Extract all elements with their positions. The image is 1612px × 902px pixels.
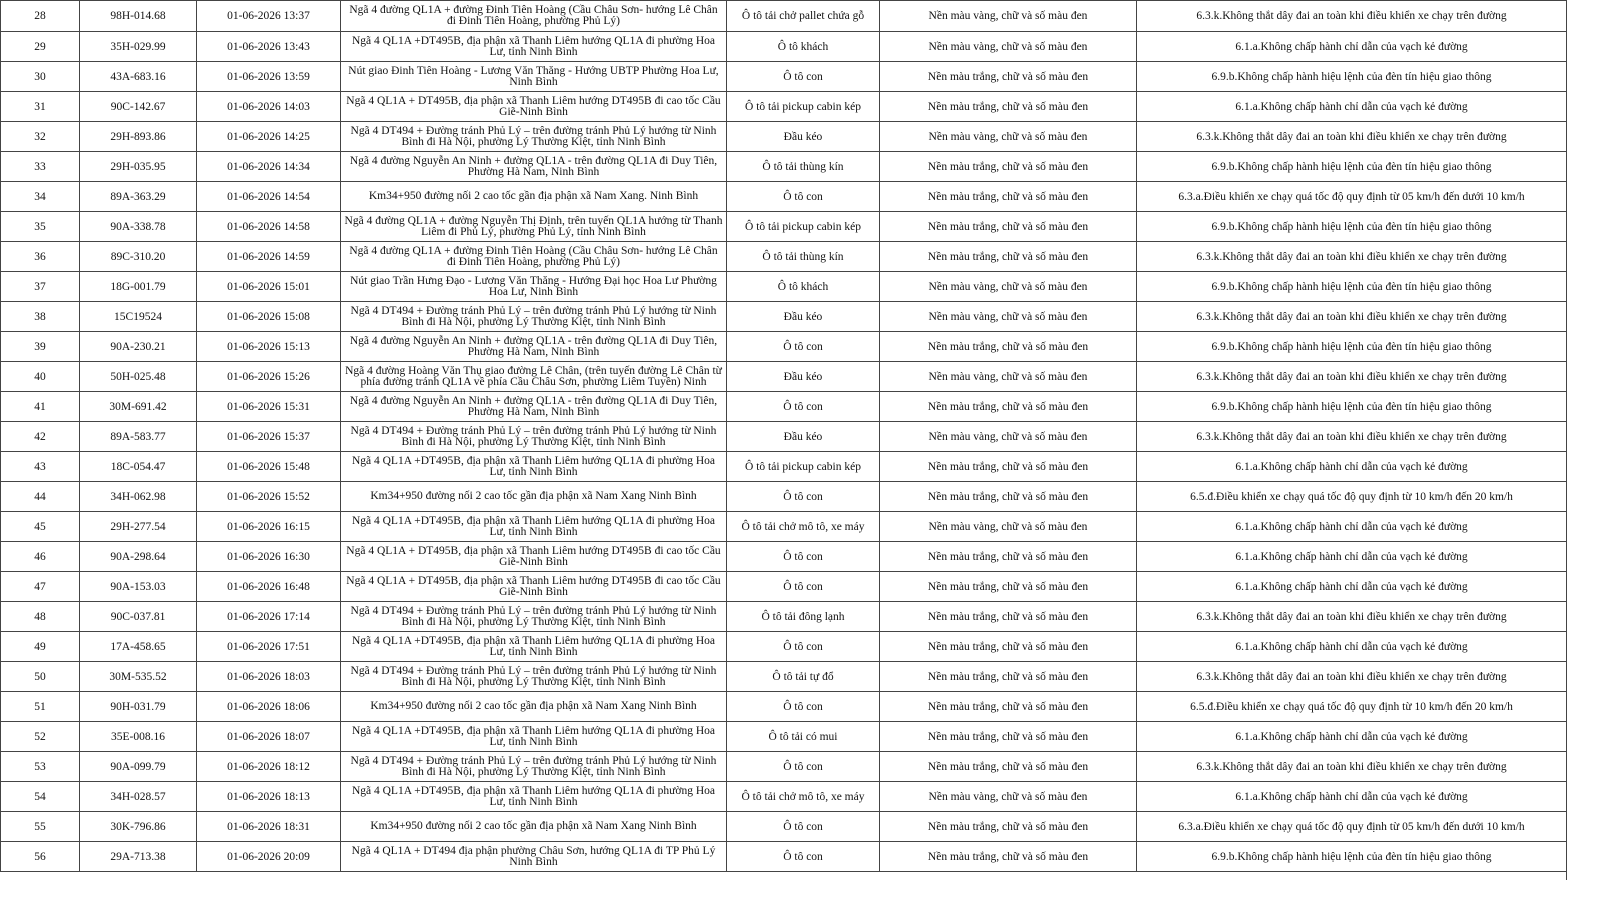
location-cell: Km34+950 đường nối 2 cao tốc gần địa phận xã Nam Xang. Ninh Bình <box>341 182 727 212</box>
vehicle-type-cell: Ô tô tải chở mô tô, xe máy <box>727 512 880 542</box>
violation-time-cell: 01-06-2026 18:31 <box>197 812 341 842</box>
row-number-cell: 51 <box>1 692 80 722</box>
row-number-cell: 29 <box>1 32 80 62</box>
violation-cell: 6.1.a.Không chấp hành chỉ dẫn của vạch kẻ đường <box>1137 512 1567 542</box>
location-cell: Ngã 4 đường Nguyễn An Ninh + đường QL1A - trên đường QL1A đi Duy Tiên, Phường Hà Nam, Ninh Bình <box>341 332 727 362</box>
license-plate-cell: 17A-458.65 <box>80 632 197 662</box>
table-row <box>1 632 1567 662</box>
violation-cell: 6.5.đ.Điều khiển xe chạy quá tốc độ quy định từ 10 km/h đến 20 km/h <box>1137 692 1567 722</box>
vehicle-type-cell: Ô tô tải chở mô tô, xe máy <box>727 782 880 812</box>
plate-color-cell: Nền màu vàng, chữ và số màu đen <box>880 272 1137 302</box>
violation-cell: 6.3.k.Không thắt dây đai an toàn khi điều khiển xe chạy trên đường <box>1137 302 1567 332</box>
location-cell: Ngã 4 đường QL1A + đường Nguyễn Thị Định, trên tuyến QL1A hướng từ Thanh Liêm đi Phủ Lý, phường Phủ Lý, tỉnh Ninh Bình <box>341 212 727 242</box>
table-row <box>1 92 1567 122</box>
location-cell: Ngã 4 DT494 + Đường tránh Phủ Lý – trên đường tránh Phủ Lý hướng từ Ninh Bình đi Hà Nội, phường Lý Thường Kiệt, tỉnh Ninh Bình <box>341 302 727 332</box>
location-cell: Ngã 4 QL1A +DT495B, địa phận xã Thanh Liêm hướng QL1A đi phường Hoa Lư, tỉnh Ninh Bình <box>341 632 727 662</box>
violation-cell: 6.1.a.Không chấp hành chỉ dẫn của vạch kẻ đường <box>1137 452 1567 482</box>
row-number-cell: 53 <box>1 752 80 782</box>
vehicle-type-cell: Ô tô tải chở pallet chứa gỗ <box>727 1 880 32</box>
vehicle-type-cell: Ô tô tải thùng kín <box>727 242 880 272</box>
violation-cell: 6.9.b.Không chấp hành hiệu lệnh của đèn tín hiệu giao thông <box>1137 62 1567 92</box>
location-cell: Ngã 4 QL1A +DT495B, địa phận xã Thanh Liêm hướng QL1A đi phường Hoa Lư, tỉnh Ninh Bình <box>341 512 727 542</box>
vehicle-type-cell: Ô tô tải pickup cabin kép <box>727 92 880 122</box>
plate-color-cell: Nền màu trắng, chữ và số màu đen <box>880 242 1137 272</box>
table-row <box>1 1 1567 32</box>
location-cell: Ngã 4 DT494 + Đường tránh Phủ Lý – trên đường tránh Phủ Lý hướng từ Ninh Bình đi Hà Nội, phường Lý Thường Kiệt, tỉnh Ninh Bình <box>341 662 727 692</box>
table-row <box>1 842 1567 872</box>
violation-cell: 6.3.k.Không thắt dây đai an toàn khi điều khiển xe chạy trên đường <box>1137 122 1567 152</box>
vehicle-type-cell: Ô tô khách <box>727 272 880 302</box>
row-number-cell: 40 <box>1 362 80 392</box>
violation-time-cell: 01-06-2026 14:58 <box>197 212 341 242</box>
violation-cell: 6.3.k.Không thắt dây đai an toàn khi điều khiển xe chạy trên đường <box>1137 362 1567 392</box>
plate-color-cell: Nền màu trắng, chữ và số màu đen <box>880 152 1137 182</box>
violation-time-cell: 01-06-2026 15:26 <box>197 362 341 392</box>
table-row <box>1 212 1567 242</box>
location-cell: Ngã 4 đường QL1A + đường Đinh Tiên Hoàng (Cầu Châu Sơn- hướng Lê Chân đi Đinh Tiên Hoàng, phường Phủ Lý) <box>341 1 727 32</box>
location-cell: Km34+950 đường nối 2 cao tốc gần địa phận xã Nam Xang Ninh Bình <box>341 812 727 842</box>
violation-time-cell: 01-06-2026 18:07 <box>197 722 341 752</box>
violation-time-cell: 01-06-2026 15:52 <box>197 482 341 512</box>
table-row <box>1 692 1567 722</box>
table-row <box>1 542 1567 572</box>
license-plate-cell: 43A-683.16 <box>80 62 197 92</box>
table-right-border <box>1566 0 1567 880</box>
location-cell: Nút giao Đinh Tiên Hoàng - Lương Văn Thăng - Hướng UBTP Phường Hoa Lư, Ninh Bình <box>341 62 727 92</box>
table-row <box>1 512 1567 542</box>
row-number-cell: 48 <box>1 602 80 632</box>
violation-time-cell: 01-06-2026 14:03 <box>197 92 341 122</box>
license-plate-cell: 90A-230.21 <box>80 332 197 362</box>
row-number-cell: 46 <box>1 542 80 572</box>
location-cell: Ngã 4 đường Nguyễn An Ninh + đường QL1A - trên đường QL1A đi Duy Tiên, Phường Hà Nam, Ninh Bình <box>341 392 727 422</box>
license-plate-cell: 18G-001.79 <box>80 272 197 302</box>
violation-time-cell: 01-06-2026 14:54 <box>197 182 341 212</box>
violation-cell: 6.1.a.Không chấp hành chỉ dẫn của vạch kẻ đường <box>1137 32 1567 62</box>
row-number-cell: 49 <box>1 632 80 662</box>
violation-cell: 6.9.b.Không chấp hành hiệu lệnh của đèn tín hiệu giao thông <box>1137 152 1567 182</box>
plate-color-cell: Nền màu trắng, chữ và số màu đen <box>880 92 1137 122</box>
table-row <box>1 122 1567 152</box>
license-plate-cell: 30M-535.52 <box>80 662 197 692</box>
license-plate-cell: 90C-037.81 <box>80 602 197 632</box>
row-number-cell: 38 <box>1 302 80 332</box>
location-cell: Ngã 4 QL1A + DT495B, địa phận xã Thanh Liêm hướng DT495B đi cao tốc Cầu Giẽ-Ninh Bình <box>341 542 727 572</box>
violation-cell: 6.3.k.Không thắt dây đai an toàn khi điều khiển xe chạy trên đường <box>1137 422 1567 452</box>
plate-color-cell: Nền màu vàng, chữ và số màu đen <box>880 422 1137 452</box>
license-plate-cell: 18C-054.47 <box>80 452 197 482</box>
license-plate-cell: 90H-031.79 <box>80 692 197 722</box>
violation-cell: 6.9.b.Không chấp hành hiệu lệnh của đèn tín hiệu giao thông <box>1137 272 1567 302</box>
table-row <box>1 62 1567 92</box>
violation-time-cell: 01-06-2026 15:31 <box>197 392 341 422</box>
plate-color-cell: Nền màu vàng, chữ và số màu đen <box>880 302 1137 332</box>
violation-time-cell: 01-06-2026 18:06 <box>197 692 341 722</box>
table-row <box>1 662 1567 692</box>
location-cell: Km34+950 đường nối 2 cao tốc gần địa phận xã Nam Xang Ninh Bình <box>341 692 727 722</box>
vehicle-type-cell: Ô tô tải có mui <box>727 722 880 752</box>
violation-cell: 6.3.k.Không thắt dây đai an toàn khi điều khiển xe chạy trên đường <box>1137 662 1567 692</box>
plate-color-cell: Nền màu trắng, chữ và số màu đen <box>880 482 1137 512</box>
violation-cell: 6.9.b.Không chấp hành hiệu lệnh của đèn tín hiệu giao thông <box>1137 392 1567 422</box>
location-cell: Ngã 4 QL1A +DT495B, địa phận xã Thanh Liêm hướng QL1A đi phường Hoa Lư, tỉnh Ninh Bình <box>341 452 727 482</box>
violation-time-cell: 01-06-2026 13:59 <box>197 62 341 92</box>
plate-color-cell: Nền màu vàng, chữ và số màu đen <box>880 512 1137 542</box>
violation-time-cell: 01-06-2026 18:13 <box>197 782 341 812</box>
row-number-cell: 28 <box>1 1 80 32</box>
license-plate-cell: 89A-583.77 <box>80 422 197 452</box>
license-plate-cell: 89A-363.29 <box>80 182 197 212</box>
license-plate-cell: 30K-796.86 <box>80 812 197 842</box>
table-row <box>1 572 1567 602</box>
plate-color-cell: Nền màu trắng, chữ và số màu đen <box>880 542 1137 572</box>
row-number-cell: 39 <box>1 332 80 362</box>
violation-time-cell: 01-06-2026 15:01 <box>197 272 341 302</box>
plate-color-cell: Nền màu trắng, chữ và số màu đen <box>880 722 1137 752</box>
license-plate-cell: 35H-029.99 <box>80 32 197 62</box>
violation-time-cell: 01-06-2026 15:37 <box>197 422 341 452</box>
location-cell: Km34+950 đường nối 2 cao tốc gần địa phận xã Nam Xang Ninh Bình <box>341 482 727 512</box>
location-cell: Ngã 4 DT494 + Đường tránh Phủ Lý – trên đường tránh Phủ Lý hướng từ Ninh Bình đi Hà Nội, phường Lý Thường Kiệt, tỉnh Ninh Bình <box>341 752 727 782</box>
vehicle-type-cell: Ô tô con <box>727 812 880 842</box>
table-row <box>1 242 1567 272</box>
license-plate-cell: 90A-153.03 <box>80 572 197 602</box>
location-cell: Ngã 4 DT494 + Đường tránh Phủ Lý – trên đường tránh Phủ Lý hướng từ Ninh Bình đi Hà Nội, phường Lý Thường Kiệt, tỉnh Ninh Bình <box>341 602 727 632</box>
location-cell: Ngã 4 QL1A +DT495B, địa phận xã Thanh Liêm hướng QL1A đi phường Hoa Lư, tỉnh Ninh Bình <box>341 782 727 812</box>
row-number-cell: 36 <box>1 242 80 272</box>
violation-cell: 6.5.đ.Điều khiển xe chạy quá tốc độ quy định từ 10 km/h đến 20 km/h <box>1137 482 1567 512</box>
vehicle-type-cell: Ô tô con <box>727 182 880 212</box>
license-plate-cell: 90A-338.78 <box>80 212 197 242</box>
table-row <box>1 452 1567 482</box>
table-row <box>1 422 1567 452</box>
violation-time-cell: 01-06-2026 14:34 <box>197 152 341 182</box>
violation-cell: 6.1.a.Không chấp hành chỉ dẫn của vạch kẻ đường <box>1137 92 1567 122</box>
vehicle-type-cell: Ô tô con <box>727 332 880 362</box>
violation-time-cell: 01-06-2026 16:48 <box>197 572 341 602</box>
row-number-cell: 45 <box>1 512 80 542</box>
row-number-cell: 54 <box>1 782 80 812</box>
license-plate-cell: 35E-008.16 <box>80 722 197 752</box>
license-plate-cell: 90A-298.64 <box>80 542 197 572</box>
license-plate-cell: 15C19524 <box>80 302 197 332</box>
row-number-cell: 41 <box>1 392 80 422</box>
plate-color-cell: Nền màu trắng, chữ và số màu đen <box>880 842 1137 872</box>
license-plate-cell: 34H-062.98 <box>80 482 197 512</box>
vehicle-type-cell: Ô tô tải pickup cabin kép <box>727 212 880 242</box>
violation-cell: 6.9.b.Không chấp hành hiệu lệnh của đèn tín hiệu giao thông <box>1137 212 1567 242</box>
table-row <box>1 182 1567 212</box>
location-cell: Ngã 4 DT494 + Đường tránh Phủ Lý – trên đường tránh Phủ Lý hướng từ Ninh Bình đi Hà Nội, phường Lý Thường Kiệt, tỉnh Ninh Bình <box>341 422 727 452</box>
plate-color-cell: Nền màu trắng, chữ và số màu đen <box>880 452 1137 482</box>
violation-cell: 6.3.k.Không thắt dây đai an toàn khi điều khiển xe chạy trên đường <box>1137 242 1567 272</box>
row-number-cell: 47 <box>1 572 80 602</box>
violation-time-cell: 01-06-2026 13:43 <box>197 32 341 62</box>
table-row <box>1 722 1567 752</box>
row-number-cell: 35 <box>1 212 80 242</box>
vehicle-type-cell: Ô tô con <box>727 692 880 722</box>
violation-cell: 6.1.a.Không chấp hành chỉ dẫn của vạch kẻ đường <box>1137 572 1567 602</box>
row-number-cell: 55 <box>1 812 80 842</box>
vehicle-type-cell: Ô tô tải tự đổ <box>727 662 880 692</box>
vehicle-type-cell: Đầu kéo <box>727 122 880 152</box>
location-cell: Ngã 4 QL1A + DT494 địa phận phường Châu Sơn, hướng QL1A đi TP Phủ Lý Ninh Bình <box>341 842 727 872</box>
license-plate-cell: 50H-025.48 <box>80 362 197 392</box>
violation-cell: 6.1.a.Không chấp hành chỉ dẫn của vạch kẻ đường <box>1137 542 1567 572</box>
row-number-cell: 52 <box>1 722 80 752</box>
violation-cell: 6.3.a.Điều khiển xe chạy quá tốc độ quy định từ 05 km/h đến dưới 10 km/h <box>1137 182 1567 212</box>
violation-time-cell: 01-06-2026 17:51 <box>197 632 341 662</box>
plate-color-cell: Nền màu vàng, chữ và số màu đen <box>880 122 1137 152</box>
license-plate-cell: 89C-310.20 <box>80 242 197 272</box>
table-row <box>1 482 1567 512</box>
violation-cell: 6.9.b.Không chấp hành hiệu lệnh của đèn tín hiệu giao thông <box>1137 332 1567 362</box>
table-row <box>1 32 1567 62</box>
plate-color-cell: Nền màu vàng, chữ và số màu đen <box>880 782 1137 812</box>
violation-time-cell: 01-06-2026 15:13 <box>197 332 341 362</box>
plate-color-cell: Nền màu vàng, chữ và số màu đen <box>880 32 1137 62</box>
table-row <box>1 152 1567 182</box>
table-row <box>1 272 1567 302</box>
vehicle-type-cell: Ô tô tải thùng kín <box>727 152 880 182</box>
table-row <box>1 752 1567 782</box>
violation-time-cell: 01-06-2026 13:37 <box>197 1 341 32</box>
location-cell: Ngã 4 QL1A + DT495B, địa phận xã Thanh Liêm hướng DT495B đi cao tốc Cầu Giẽ-Ninh Bình <box>341 572 727 602</box>
table-row <box>1 812 1567 842</box>
license-plate-cell: 29A-713.38 <box>80 842 197 872</box>
plate-color-cell: Nền màu trắng, chữ và số màu đen <box>880 182 1137 212</box>
table-row <box>1 602 1567 632</box>
license-plate-cell: 29H-277.54 <box>80 512 197 542</box>
table-row <box>1 332 1567 362</box>
violation-time-cell: 01-06-2026 20:09 <box>197 842 341 872</box>
plate-color-cell: Nền màu trắng, chữ và số màu đen <box>880 812 1137 842</box>
row-number-cell: 50 <box>1 662 80 692</box>
plate-color-cell: Nền màu trắng, chữ và số màu đen <box>880 572 1137 602</box>
row-number-cell: 56 <box>1 842 80 872</box>
violation-cell: 6.3.k.Không thắt dây đai an toàn khi điều khiển xe chạy trên đường <box>1137 602 1567 632</box>
violation-cell: 6.3.k.Không thắt dây đai an toàn khi điều khiển xe chạy trên đường <box>1137 1 1567 32</box>
license-plate-cell: 34H-028.57 <box>80 782 197 812</box>
violation-cell: 6.1.a.Không chấp hành chỉ dẫn của vạch kẻ đường <box>1137 632 1567 662</box>
vehicle-type-cell: Đầu kéo <box>727 422 880 452</box>
table-row <box>1 782 1567 812</box>
plate-color-cell: Nền màu trắng, chữ và số màu đen <box>880 692 1137 722</box>
vehicle-type-cell: Ô tô con <box>727 542 880 572</box>
plate-color-cell: Nền màu trắng, chữ và số màu đen <box>880 332 1137 362</box>
table-body <box>1 1 1567 872</box>
license-plate-cell: 29H-893.86 <box>80 122 197 152</box>
table-row <box>1 362 1567 392</box>
row-number-cell: 42 <box>1 422 80 452</box>
violation-cell: 6.3.k.Không thắt dây đai an toàn khi điều khiển xe chạy trên đường <box>1137 752 1567 782</box>
vehicle-type-cell: Ô tô con <box>727 62 880 92</box>
row-number-cell: 30 <box>1 62 80 92</box>
vehicle-type-cell: Ô tô con <box>727 632 880 662</box>
plate-color-cell: Nền màu trắng, chữ và số màu đen <box>880 392 1137 422</box>
violation-time-cell: 01-06-2026 16:30 <box>197 542 341 572</box>
vehicle-type-cell: Ô tô khách <box>727 32 880 62</box>
location-cell: Ngã 4 QL1A + DT495B, địa phận xã Thanh Liêm hướng DT495B đi cao tốc Cầu Giẽ-Ninh Bình <box>341 92 727 122</box>
row-number-cell: 44 <box>1 482 80 512</box>
location-cell: Ngã 4 QL1A +DT495B, địa phận xã Thanh Liêm hướng QL1A đi phường Hoa Lư, tỉnh Ninh Bình <box>341 722 727 752</box>
vehicle-type-cell: Đầu kéo <box>727 302 880 332</box>
plate-color-cell: Nền màu trắng, chữ và số màu đen <box>880 62 1137 92</box>
violation-time-cell: 01-06-2026 14:25 <box>197 122 341 152</box>
license-plate-cell: 90C-142.67 <box>80 92 197 122</box>
row-number-cell: 32 <box>1 122 80 152</box>
vehicle-type-cell: Ô tô con <box>727 392 880 422</box>
vehicle-type-cell: Ô tô tải đông lạnh <box>727 602 880 632</box>
violation-time-cell: 01-06-2026 14:59 <box>197 242 341 272</box>
violation-cell: 6.9.b.Không chấp hành hiệu lệnh của đèn tín hiệu giao thông <box>1137 842 1567 872</box>
row-number-cell: 37 <box>1 272 80 302</box>
vehicle-type-cell: Ô tô con <box>727 752 880 782</box>
vehicle-type-cell: Ô tô con <box>727 572 880 602</box>
plate-color-cell: Nền màu trắng, chữ và số màu đen <box>880 212 1137 242</box>
vehicle-type-cell: Ô tô tải pickup cabin kép <box>727 452 880 482</box>
license-plate-cell: 30M-691.42 <box>80 392 197 422</box>
row-number-cell: 43 <box>1 452 80 482</box>
location-cell: Nút giao Trần Hưng Đạo - Lương Văn Thăng - Hướng Đại học Hoa Lư Phường Hoa Lư, Ninh Bình <box>341 272 727 302</box>
violation-time-cell: 01-06-2026 18:12 <box>197 752 341 782</box>
violation-time-cell: 01-06-2026 18:03 <box>197 662 341 692</box>
plate-color-cell: Nền màu trắng, chữ và số màu đen <box>880 752 1137 782</box>
license-plate-cell: 29H-035.95 <box>80 152 197 182</box>
location-cell: Ngã 4 đường Nguyễn An Ninh + đường QL1A - trên đường QL1A đi Duy Tiên, Phường Hà Nam, Ninh Bình <box>341 152 727 182</box>
violation-cell: 6.1.a.Không chấp hành chỉ dẫn của vạch kẻ đường <box>1137 722 1567 752</box>
vehicle-type-cell: Ô tô con <box>727 842 880 872</box>
license-plate-cell: 98H-014.68 <box>80 1 197 32</box>
location-cell: Ngã 4 QL1A +DT495B, địa phận xã Thanh Liêm hướng QL1A đi phường Hoa Lư, tỉnh Ninh Bình <box>341 32 727 62</box>
row-number-cell: 34 <box>1 182 80 212</box>
plate-color-cell: Nền màu trắng, chữ và số màu đen <box>880 662 1137 692</box>
vehicle-type-cell: Đầu kéo <box>727 362 880 392</box>
row-number-cell: 31 <box>1 92 80 122</box>
violation-time-cell: 01-06-2026 15:08 <box>197 302 341 332</box>
table-row <box>1 392 1567 422</box>
plate-color-cell: Nền màu trắng, chữ và số màu đen <box>880 602 1137 632</box>
plate-color-cell: Nền màu trắng, chữ và số màu đen <box>880 632 1137 662</box>
location-cell: Ngã 4 đường QL1A + đường Đinh Tiên Hoàng (Cầu Châu Sơn- hướng Lê Chân đi Đinh Tiên Hoàng, phường Phủ Lý) <box>341 242 727 272</box>
violation-cell: 6.3.a.Điều khiển xe chạy quá tốc độ quy định từ 05 km/h đến dưới 10 km/h <box>1137 812 1567 842</box>
location-cell: Ngã 4 DT494 + Đường tránh Phủ Lý – trên đường tránh Phủ Lý hướng từ Ninh Bình đi Hà Nội, phường Lý Thường Kiệt, tỉnh Ninh Bình <box>341 122 727 152</box>
violation-time-cell: 01-06-2026 17:14 <box>197 602 341 632</box>
table-row <box>1 302 1567 332</box>
plate-color-cell: Nền màu vàng, chữ và số màu đen <box>880 1 1137 32</box>
location-cell: Ngã 4 đường Hoàng Văn Thụ giao đường Lê Chân, (trên tuyến đường Lê Chân từ phía đường tránh QL1A về phía Cầu Châu Sơn, phường Liêm Tuyền) Ninh <box>341 362 727 392</box>
violation-cell: 6.1.a.Không chấp hành chỉ dẫn của vạch kẻ đường <box>1137 782 1567 812</box>
license-plate-cell: 90A-099.79 <box>80 752 197 782</box>
plate-color-cell: Nền màu vàng, chữ và số màu đen <box>880 362 1137 392</box>
violation-time-cell: 01-06-2026 15:48 <box>197 452 341 482</box>
violation-time-cell: 01-06-2026 16:15 <box>197 512 341 542</box>
vehicle-type-cell: Ô tô con <box>727 482 880 512</box>
row-number-cell: 33 <box>1 152 80 182</box>
